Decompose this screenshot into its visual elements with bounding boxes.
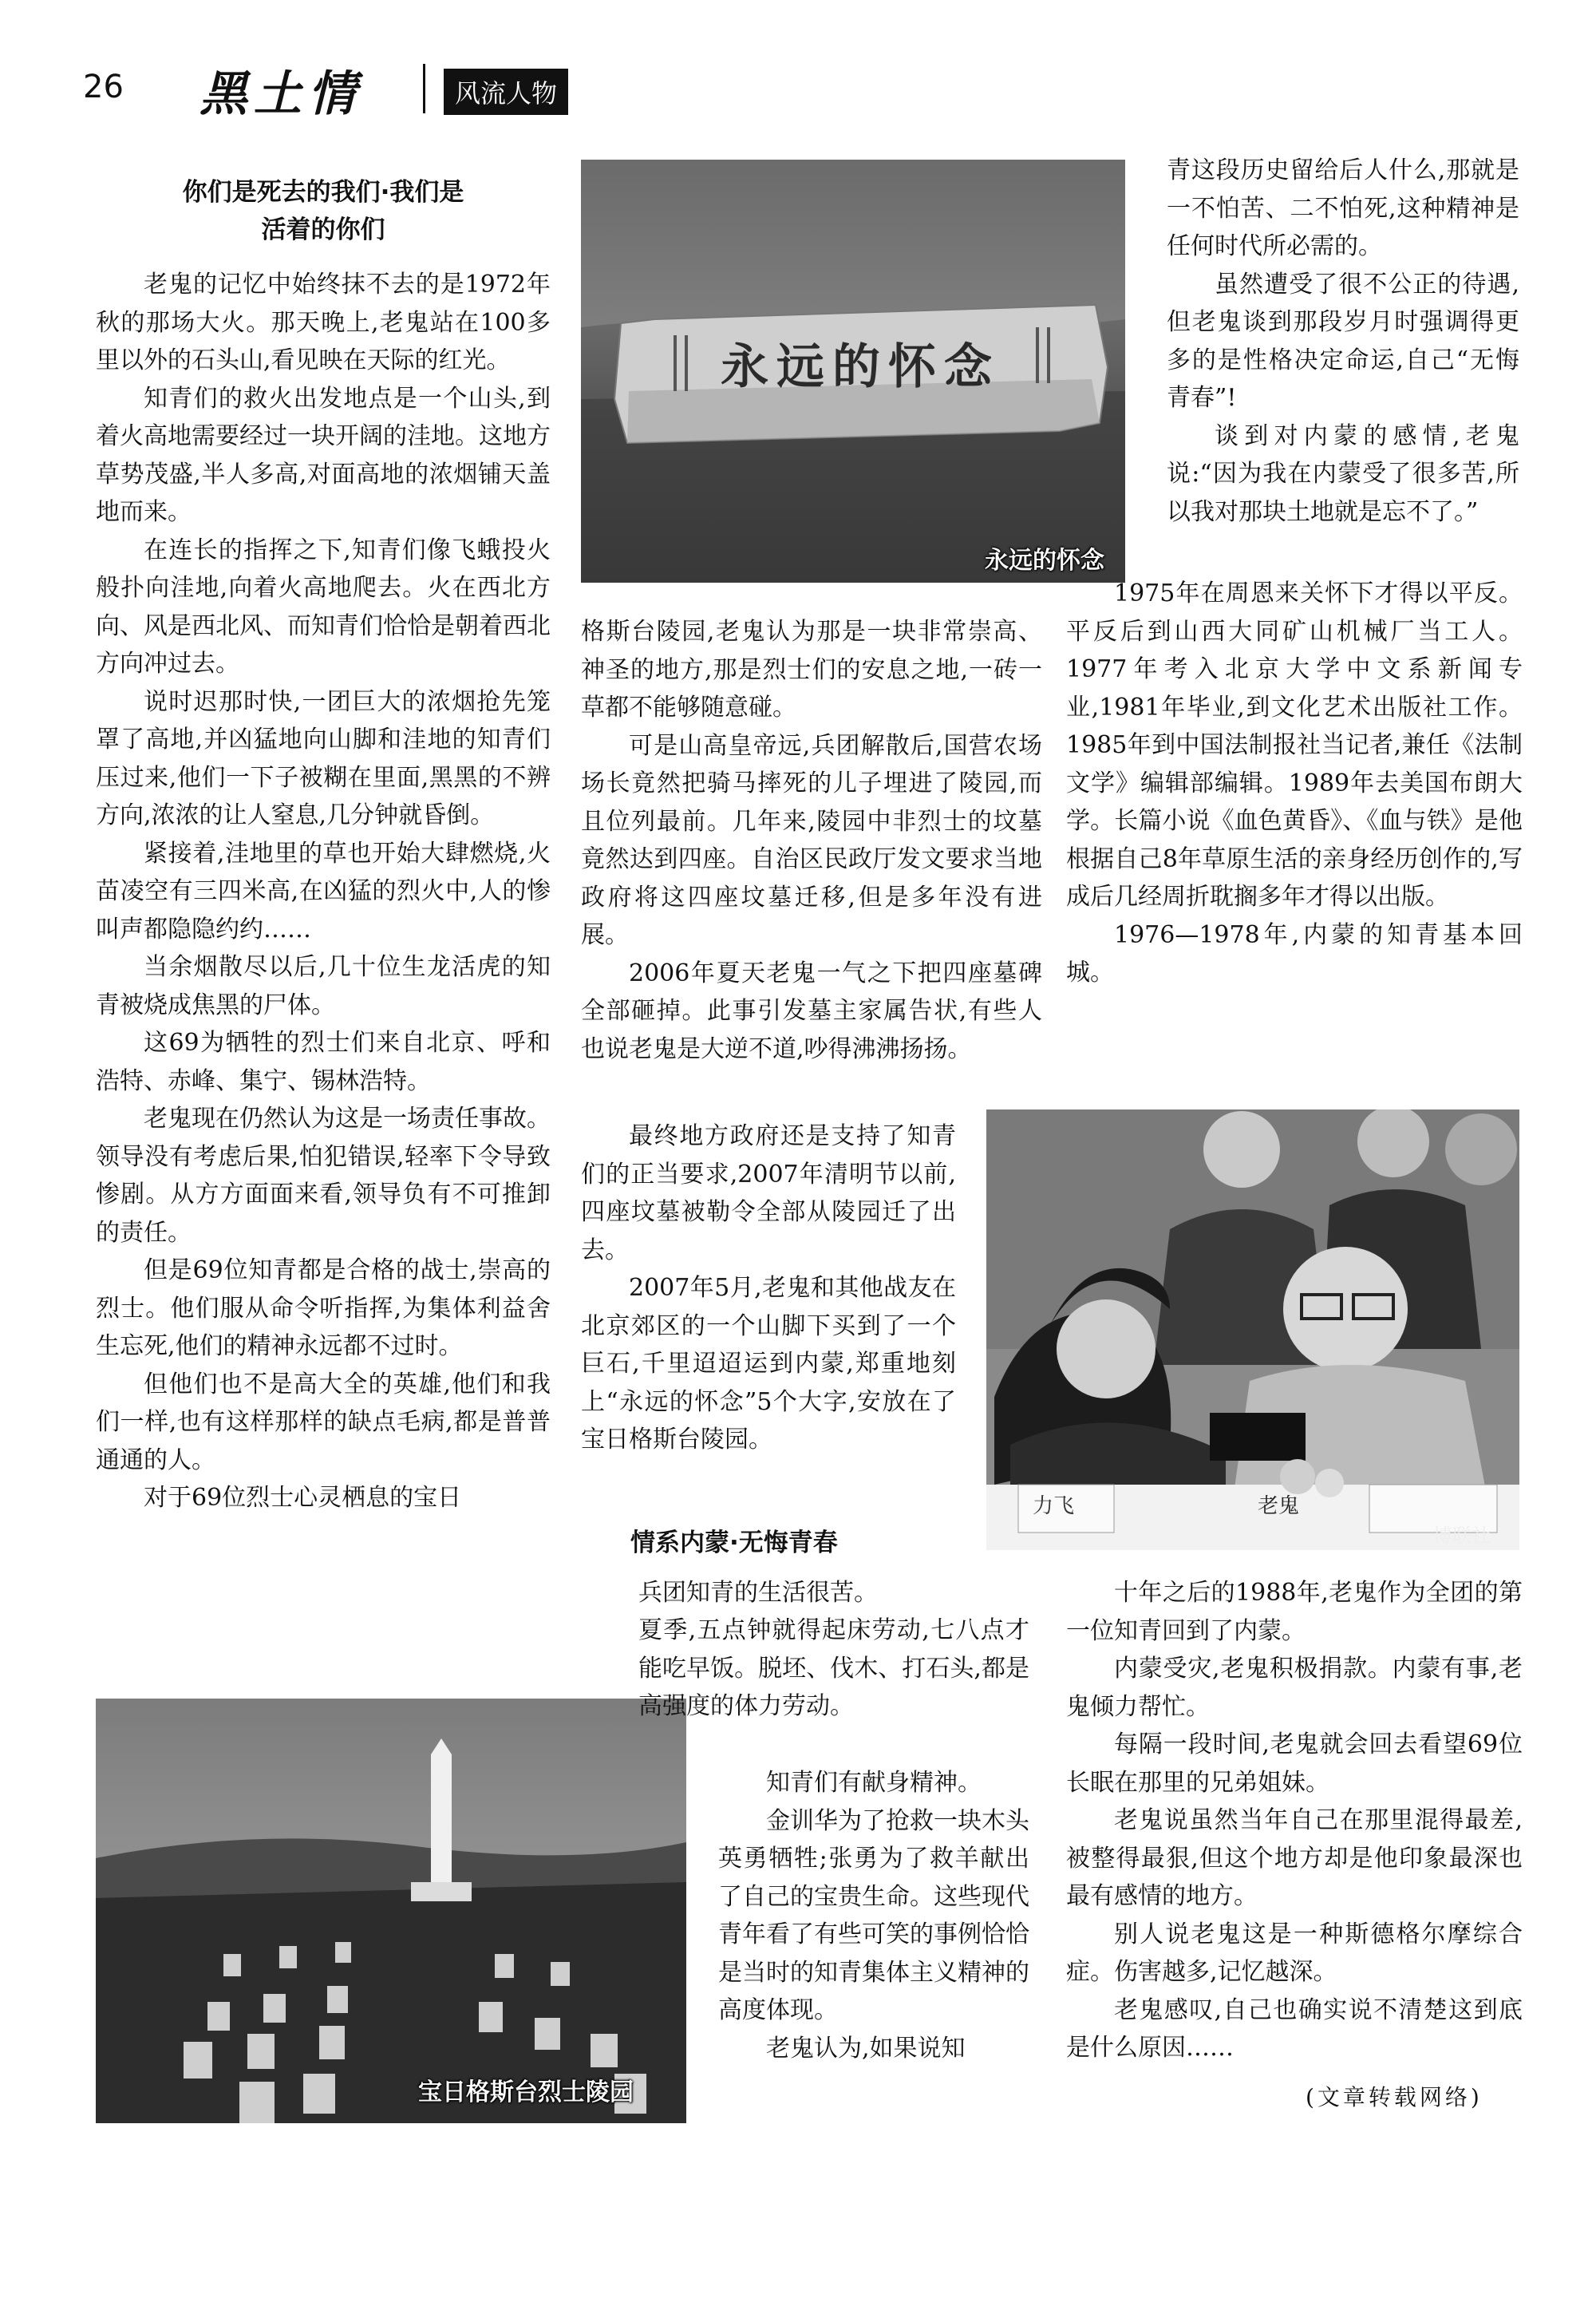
section-tag: 风流人物: [444, 69, 568, 115]
paragraph: 别人说老鬼这是一种斯德格尔摩综合症。伤害越多,记忆越深。: [1066, 1920, 1523, 1986]
paragraph: 老鬼现在仍然认为这是一场责任事故。领导没有考虑后果,怕犯错误,轻率下令导致惨剧。从方方面面来看,领导负有不可推卸的责任。: [96, 1105, 551, 1247]
paragraph: 紧接着,洼地里的草也开始大肆燃烧,火苗凌空有三四米高,在凶猛的烈火中,人的惨叫声都隐隐约约……: [96, 839, 551, 943]
paragraph: 夏季,五点钟就得起床劳动,七八点才能吃早饭。脱坯、伐木、打石头,都是高强度的体力劳动。: [638, 1616, 1029, 1720]
section-heading: 情系内蒙·无悔青春: [630, 1529, 838, 1557]
paragraph: 知青们有献身精神。: [766, 1769, 982, 1797]
column-2-continued: [581, 1117, 956, 1459]
paragraph: 每隔一段时间,老鬼就会回去看望69位长眠在那里的兄弟姐妹。: [1066, 1730, 1523, 1797]
paragraph: 在连长的指挥之下,知青们像飞蛾投火般扑向洼地,向着火高地爬去。火在西北方向、风是西北风、而知青们恰恰是朝着西北方向冲过去。: [96, 536, 551, 678]
paragraph: 虽然遭受了很不公正的待遇,但老鬼谈到那段岁月时强调得更多的是性格决定命运,自己“无悔青春”!: [1167, 270, 1519, 412]
paragraph: 说时迟那时快,一团巨大的浓烟抢先笼罩了高地,并凶猛地向山脚和洼地的知青们压过来,他们一下子被糊在里面,黑黑的不辨方向,浓浓的让人窒息,几分钟就昏倒。: [96, 687, 551, 829]
page-number: 26: [83, 69, 124, 105]
paragraph: 老鬼感叹,自己也确实说不清楚这到底是什么原因……: [1066, 1995, 1523, 2062]
column-2: [581, 613, 1042, 1068]
paragraph: 知青们的救火出发地点是一个山头,到着火高地需要经过一块开阔的洼地。这地方草势茂盛,半人多高,对面高地的浓烟铺天盖地而来。: [96, 384, 551, 526]
monument-photo-caption: 永远的怀念: [985, 547, 1104, 575]
paragraph: 1975年在周恩来关怀下才得以平反。平反后到山西大同矿山机械厂当工人。1977年考入北京大学中文系新闻专业,1981年毕业,到文化艺术出版社工作。1985年到中国法制报社当记者,兼任《法制文学》编辑部编辑。1989年去美国布朗大学。长篇小说《血色黄昏》、《血与铁》是他根据自己8年草原生活的亲身经历创作的,写成后几经周折耽搁多年才得以出版。: [1066, 579, 1523, 911]
paragraph: 1976—1978年,内蒙的知青基本回城。: [1066, 920, 1523, 987]
paragraph: 2006年夏天老鬼一气之下把四座墓碑全部砸掉。此事引发墓主家属告状,有些人也说老鬼是大逆不道,吵得沸沸扬扬。: [581, 959, 1042, 1063]
column-bottom-middle-3: [718, 1764, 1029, 2067]
paragraph: 青这段历史留给后人什么,那就是一不怕苦、二不怕死,这种精神是任何时代所必需的。: [1167, 156, 1519, 260]
header-divider: [423, 64, 425, 113]
monument-carving: 永远的怀念: [721, 339, 1000, 395]
article-credit: (文章转载网络): [1306, 2084, 1483, 2110]
paragraph: 2007年5月,老鬼和其他战友在北京郊区的一个山脚下买到了一个巨石,千里迢迢运到内蒙,郑重地刻上“永远的怀念”5个大字,安放在了宝日格斯台陵园。: [581, 1274, 956, 1454]
paragraph: 金训华为了抢救一块木头英勇牺牲;张勇为了救羊献出了自己的宝贵生命。这些现代青年看了有些可笑的事例恰恰是当时的知青集体主义精神的高度体现。: [718, 1806, 1029, 2024]
column-3-middle: [1066, 575, 1523, 992]
people-photo: [986, 1109, 1519, 1550]
heading-line-1: 你们是死去的我们·我们是: [182, 178, 464, 207]
paragraph: 老鬼认为,如果说知: [766, 2034, 966, 2063]
name-card-2: 老鬼: [1258, 1494, 1300, 1518]
column-3-top: [1167, 152, 1519, 531]
article-heading: [96, 174, 551, 249]
paragraph: 兵团知青的生活很苦。: [638, 1579, 878, 1607]
column-bottom-middle: [638, 1574, 1029, 1612]
paragraph: 谈到对内蒙的感情,老鬼说:“因为我在内蒙受了很多苦,所以我对那块土地就是忘不了。”: [1167, 421, 1519, 526]
cemetery-photo: [96, 1699, 686, 2123]
paragraph: 老鬼说虽然当年自己在那里混得最差,被整得最狠,但这个地方却是他印象最深也最有感情的地方。: [1066, 1806, 1523, 1910]
name-card-1: 力飞: [1033, 1494, 1075, 1518]
paragraph: 这69为牺牲的烈士们来自北京、呼和浩特、赤峰、集宁、锡林浩特。: [96, 1029, 551, 1095]
paragraph: 内蒙受灾,老鬼积极捐款。内蒙有事,老鬼倾力帮忙。: [1066, 1655, 1523, 1721]
column-bottom-middle-2: [638, 1612, 1029, 1726]
magazine-title: 黑土情: [200, 66, 362, 122]
paragraph: 最终地方政府还是支持了知青们的正当要求,2007年清明节以前,四座坟墓被勒令全部从陵园迁了出去。: [581, 1122, 956, 1264]
paragraph: 老鬼的记忆中始终抹不去的是1972年秋的那场大火。那天晚上,老鬼站在100多里以外的石头山,看见映在天际的红光。: [96, 271, 551, 374]
column-1: [96, 266, 551, 1517]
monument-photo: [581, 160, 1125, 583]
cemetery-photo-caption: 宝日格斯台烈士陵园: [418, 2078, 634, 2106]
paragraph: 十年之后的1988年,老鬼作为全团的第一位知青回到了内蒙。: [1066, 1579, 1523, 1645]
photo-watermark: 博联社: [1433, 1525, 1491, 1547]
paragraph: 但他们也不是高大全的英雄,他们和我们一样,也有这样那样的缺点毛病,都是普普通通的人。: [96, 1370, 551, 1474]
paragraph: 但是69位知青都是合格的战士,崇高的烈士。他们服从命令听指挥,为集体利益舍生忘死,他们的精神永远都不过时。: [96, 1256, 551, 1360]
paragraph: 可是山高皇帝远,兵团解散后,国营农场场长竟然把骑马摔死的儿子埋进了陵园,而且位列最前。几年来,陵园中非烈士的坟墓竟然达到四座。自治区民政厅发文要求当地政府将这四座坟墓迁移,但是多年没有进展。: [581, 731, 1042, 949]
paragraph: 格斯台陵园,老鬼认为那是一块非常崇高、神圣的地方,那是烈士们的安息之地,一砖一草都不能够随意碰。: [581, 618, 1042, 722]
paragraph: 当余烟散尽以后,几十位生龙活虎的知青被烧成焦黑的尸体。: [96, 953, 551, 1019]
paragraph: 对于69位烈士心灵栖息的宝日: [144, 1484, 462, 1512]
column-bottom-right: [1066, 1574, 1523, 2067]
heading-line-2: 活着的你们: [261, 216, 385, 244]
